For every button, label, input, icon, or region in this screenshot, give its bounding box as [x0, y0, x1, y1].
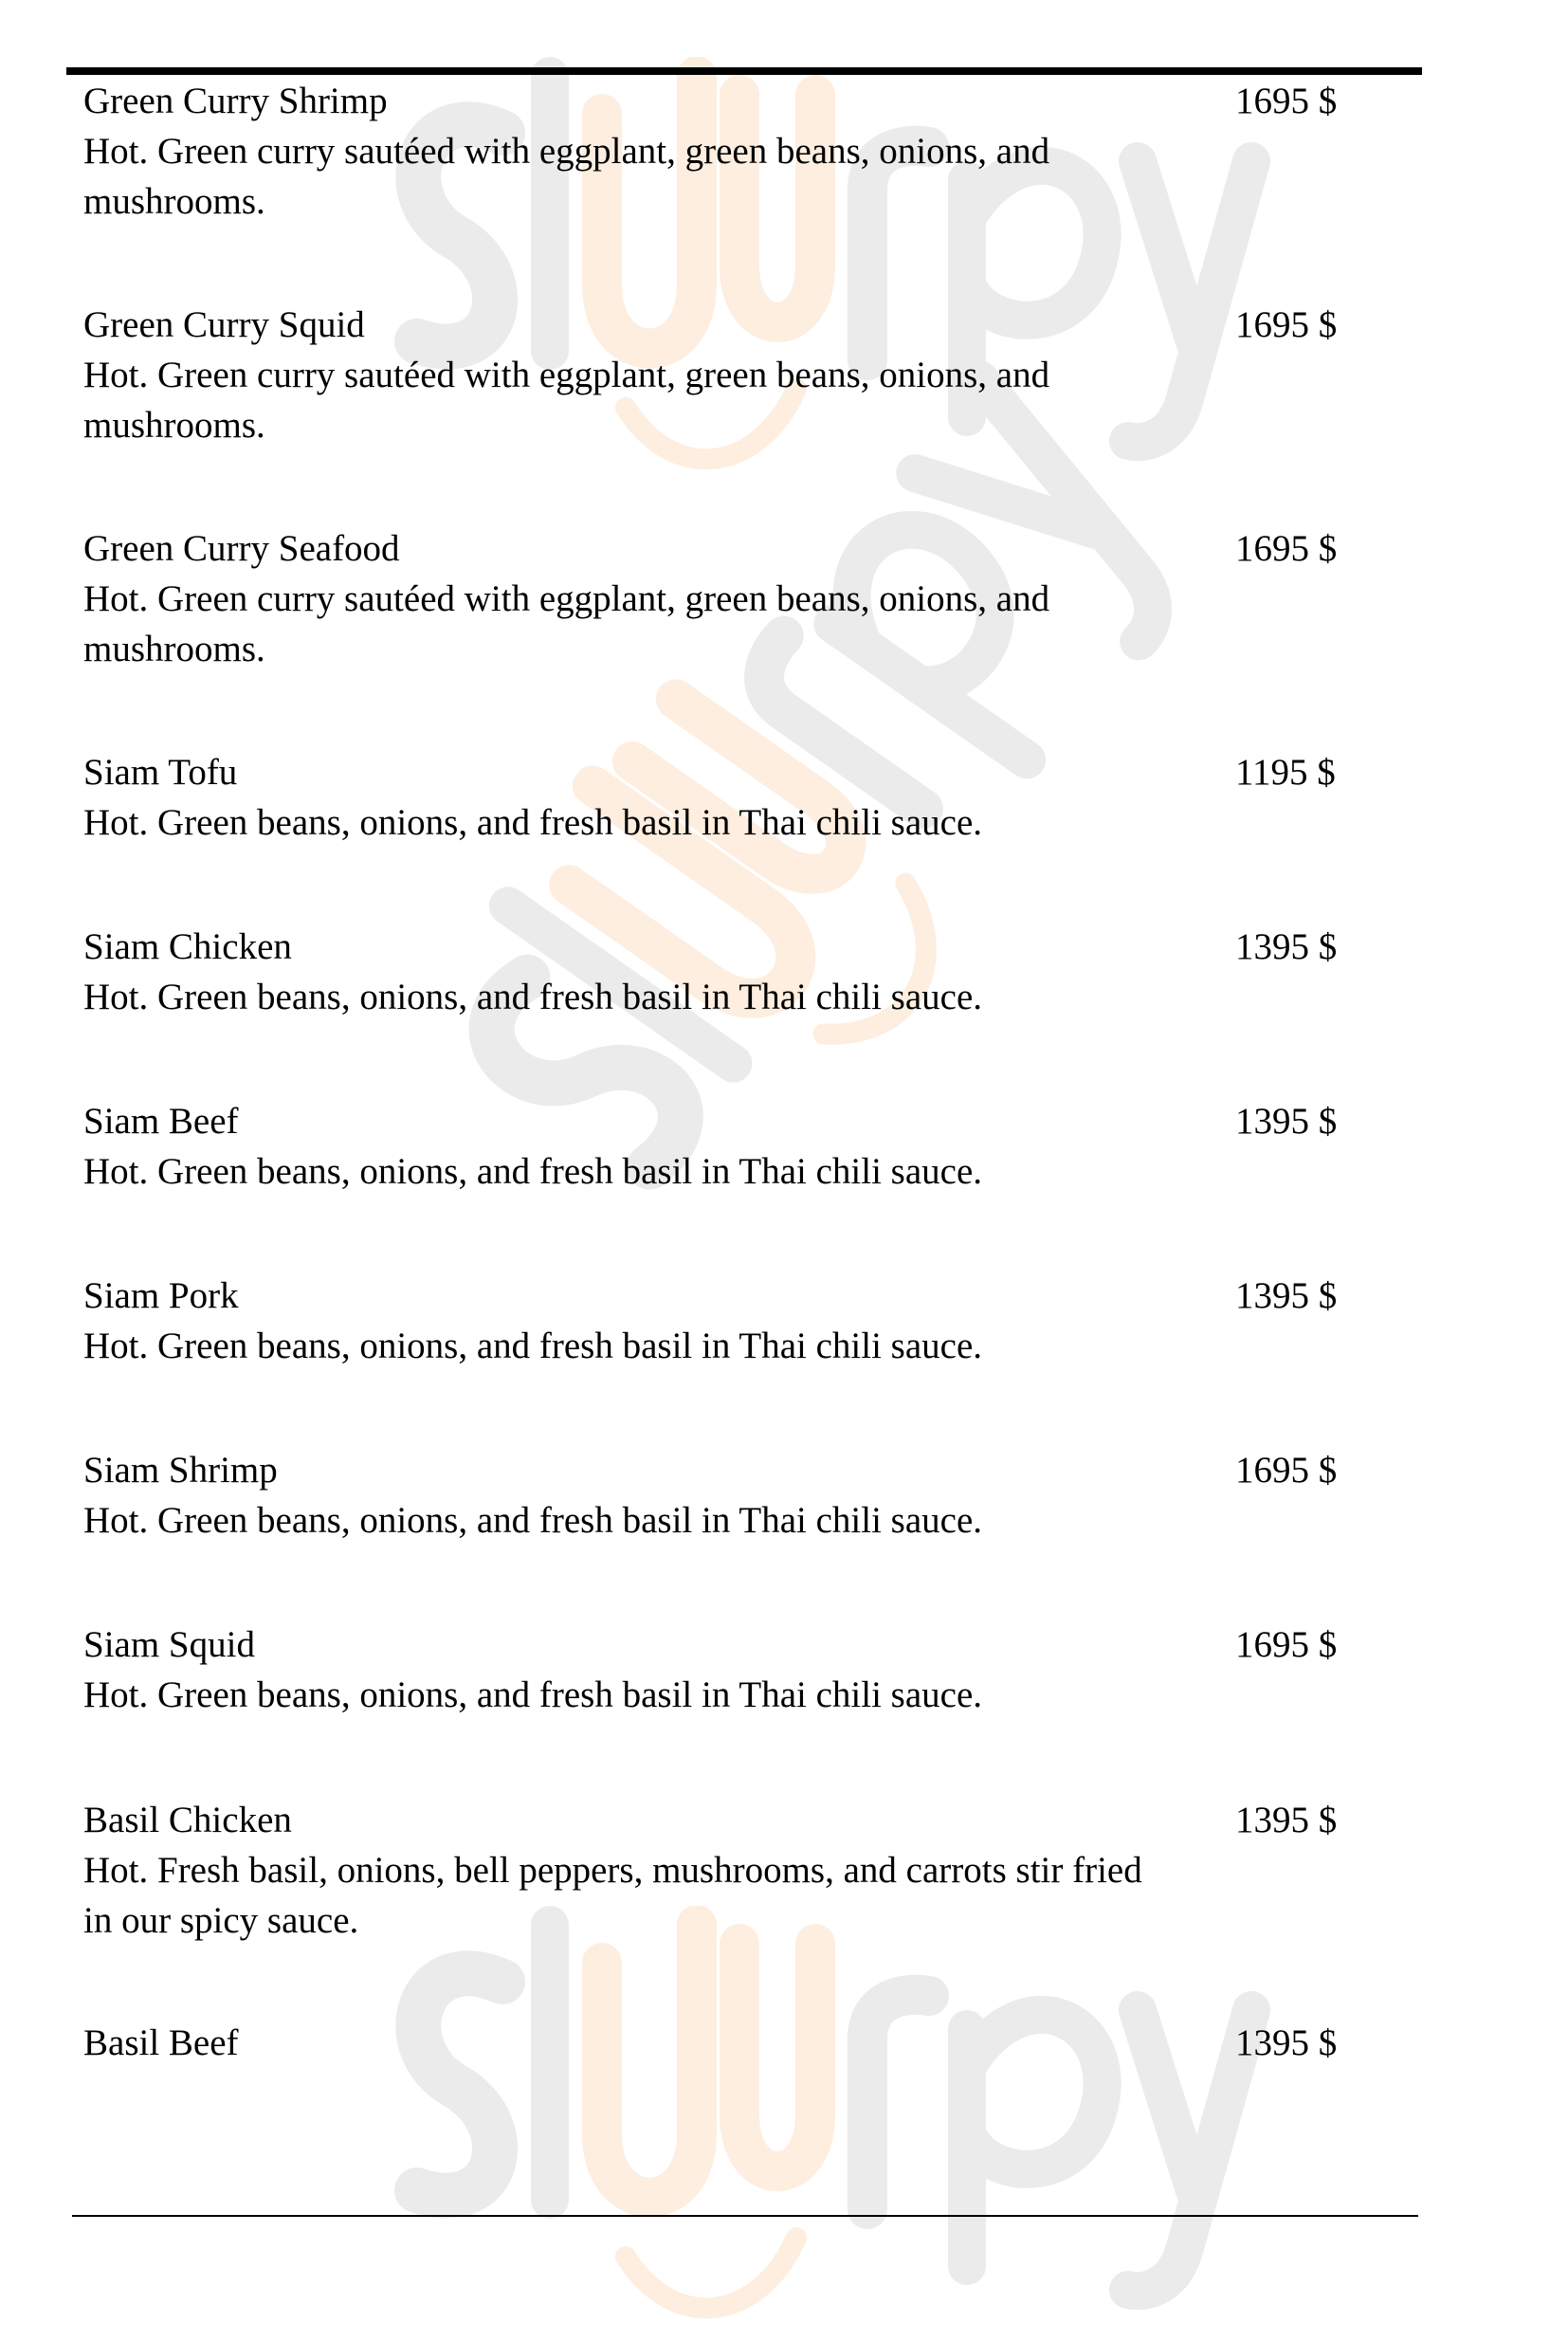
item-price: 1395 $ [1235, 2022, 1338, 2063]
item-price: 1695 $ [1235, 528, 1338, 569]
menu-item [83, 523, 1338, 674]
menu-item [83, 1795, 1338, 1946]
item-price: 1395 $ [1235, 1101, 1338, 1142]
item-name: Basil Chicken [83, 1800, 292, 1840]
item-description: Hot. Green beans, onions, and fresh basil in Thai chili sauce. [83, 1500, 983, 1541]
item-description: Hot. Green beans, onions, and fresh basil in Thai chili sauce. [83, 802, 983, 843]
item-description: Hot. Green beans, onions, and fresh basil in Thai chili sauce. [83, 1326, 983, 1366]
item-description: Hot. Green curry sautéed with eggplant, green beans, onions, and mushrooms. [83, 355, 1050, 446]
item-description: Hot. Green curry sautéed with eggplant, green beans, onions, and mushrooms. [83, 131, 1050, 222]
menu-item [83, 922, 1338, 1022]
item-name: Siam Beef [83, 1101, 239, 1142]
item-name: Green Curry Seafood [83, 528, 400, 569]
item-name: Basil Beef [83, 2022, 239, 2063]
item-price: 1195 $ [1235, 752, 1336, 793]
item-name: Siam Tofu [83, 752, 238, 793]
item-price: 1695 $ [1235, 1450, 1338, 1491]
item-price: 1395 $ [1235, 1800, 1338, 1840]
menu-item [83, 1271, 1338, 1371]
item-price: 1695 $ [1235, 304, 1338, 345]
item-description: Hot. Green beans, onions, and fresh basil in Thai chili sauce. [83, 1674, 983, 1715]
top-divider [66, 67, 1422, 75]
menu-item [83, 2018, 1338, 2068]
bottom-divider [72, 2215, 1418, 2217]
menu-item [83, 300, 1338, 450]
item-description: Hot. Fresh basil, onions, bell peppers, mushrooms, and carrots stir fried in our spicy sauce. [83, 1850, 1142, 1941]
item-name: Siam Shrimp [83, 1450, 278, 1491]
menu-item [83, 1619, 1338, 1720]
item-price: 1395 $ [1235, 1275, 1338, 1316]
item-price: 1395 $ [1235, 926, 1338, 967]
item-description: Hot. Green curry sautéed with eggplant, green beans, onions, and mushrooms. [83, 578, 1050, 669]
menu-item [83, 76, 1338, 227]
item-price: 1695 $ [1235, 81, 1338, 121]
item-name: Siam Pork [83, 1275, 239, 1316]
menu-item [83, 1096, 1338, 1197]
menu-item [83, 747, 1336, 848]
item-name: Siam Squid [83, 1624, 255, 1665]
item-description: Hot. Green beans, onions, and fresh basil in Thai chili sauce. [83, 977, 983, 1017]
menu-item [83, 1445, 1338, 1546]
item-name: Green Curry Shrimp [83, 81, 388, 121]
item-name: Siam Chicken [83, 926, 292, 967]
item-price: 1695 $ [1235, 1624, 1338, 1665]
item-name: Green Curry Squid [83, 304, 365, 345]
item-description: Hot. Green beans, onions, and fresh basil in Thai chili sauce. [83, 1151, 983, 1192]
sluurpy-watermark-logo [360, 1906, 1308, 2342]
